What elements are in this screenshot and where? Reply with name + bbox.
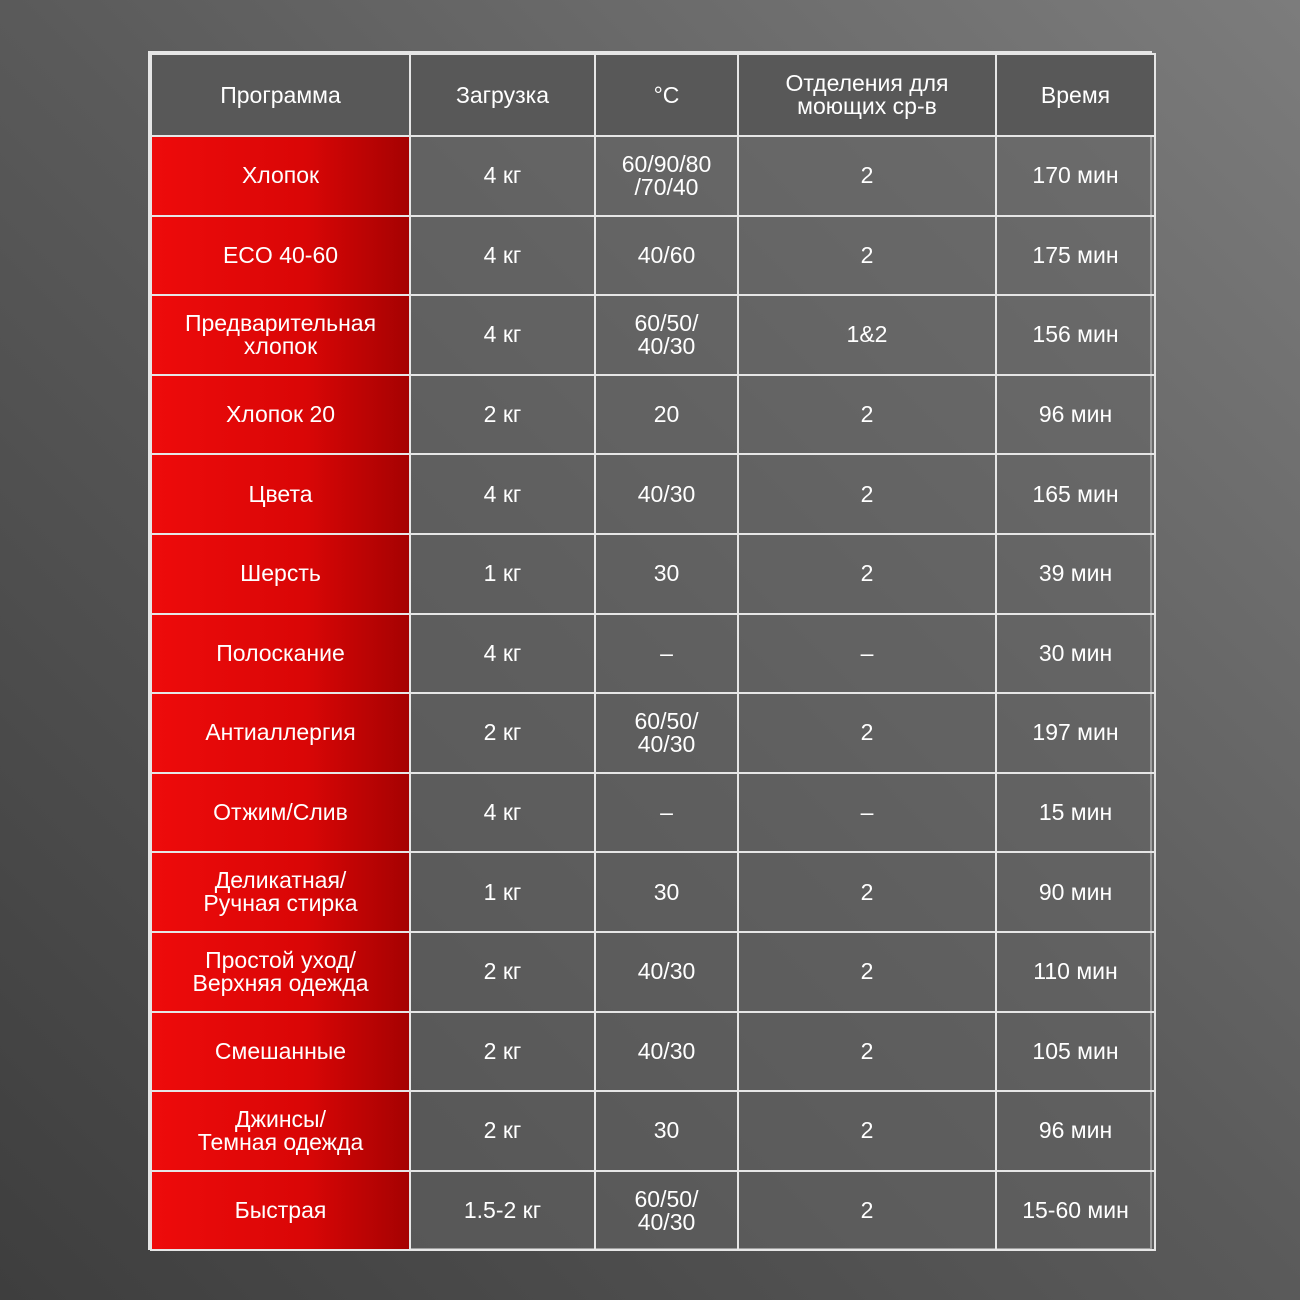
duration-cell: 15-60 мин [996,1171,1155,1251]
detergent-compartments-cell: 2 [738,693,996,773]
temperature-cell: 60/50/ 40/30 [595,693,738,773]
header-temperature: °C [595,54,738,136]
detergent-compartments-cell: 2 [738,1012,996,1092]
detergent-compartments-cell: – [738,773,996,853]
load-cell: 2 кг [410,693,595,773]
duration-cell: 96 мин [996,1091,1155,1171]
temperature-cell: 20 [595,375,738,455]
temperature-cell: 30 [595,852,738,932]
table-body [151,136,1155,1250]
detergent-compartments-cell: 2 [738,932,996,1012]
duration-cell: 96 мин [996,375,1155,455]
temperature-cell: 40/60 [595,216,738,296]
header-time: Время [996,54,1155,136]
table-row [151,773,1155,853]
temperature-cell: 60/50/ 40/30 [595,1171,738,1251]
temperature-cell: 40/30 [595,454,738,534]
temperature-cell: 30 [595,1091,738,1171]
program-name-cell: Хлопок 20 [151,375,410,455]
duration-cell: 156 мин [996,295,1155,375]
detergent-compartments-cell: 2 [738,1171,996,1251]
temperature-cell: 60/90/80 /70/40 [595,136,738,216]
header-detergent-compartments: Отделения для моющих ср-в [738,54,996,136]
wash-programs-table [150,53,1156,1251]
temperature-cell: 60/50/ 40/30 [595,295,738,375]
detergent-compartments-cell: 1&2 [738,295,996,375]
header-program: Программа [151,54,410,136]
duration-cell: 90 мин [996,852,1155,932]
detergent-compartments-cell: 2 [738,454,996,534]
wash-programs-table-container [148,51,1152,1250]
load-cell: 2 кг [410,932,595,1012]
load-cell: 4 кг [410,454,595,534]
duration-cell: 197 мин [996,693,1155,773]
load-cell: 2 кг [410,375,595,455]
duration-cell: 165 мин [996,454,1155,534]
detergent-compartments-cell: 2 [738,1091,996,1171]
temperature-cell: 40/30 [595,1012,738,1092]
detergent-compartments-cell: 2 [738,852,996,932]
load-cell: 2 кг [410,1012,595,1092]
table-row [151,1171,1155,1251]
duration-cell: 30 мин [996,614,1155,694]
load-cell: 1 кг [410,852,595,932]
program-name-cell: Шерсть [151,534,410,614]
table-row [151,295,1155,375]
detergent-compartments-cell: – [738,614,996,694]
table-row [151,1091,1155,1171]
load-cell: 4 кг [410,136,595,216]
program-name-cell: Предварительная хлопок [151,295,410,375]
load-cell: 4 кг [410,295,595,375]
table-row [151,614,1155,694]
program-name-cell: ECO 40-60 [151,216,410,296]
table-row [151,1012,1155,1092]
table-row [151,693,1155,773]
table-row [151,136,1155,216]
load-cell: 4 кг [410,216,595,296]
duration-cell: 170 мин [996,136,1155,216]
load-cell: 1 кг [410,534,595,614]
table-header [151,54,1155,136]
program-name-cell: Быстрая [151,1171,410,1251]
load-cell: 4 кг [410,614,595,694]
duration-cell: 39 мин [996,534,1155,614]
table-row [151,375,1155,455]
detergent-compartments-cell: 2 [738,534,996,614]
table-row [151,216,1155,296]
header-load: Загрузка [410,54,595,136]
detergent-compartments-cell: 2 [738,216,996,296]
header-row [151,54,1155,136]
detergent-compartments-cell: 2 [738,375,996,455]
program-name-cell: Смешанные [151,1012,410,1092]
duration-cell: 110 мин [996,932,1155,1012]
program-name-cell: Полоскание [151,614,410,694]
duration-cell: 105 мин [996,1012,1155,1092]
table-row [151,932,1155,1012]
temperature-cell: – [595,773,738,853]
load-cell: 1.5-2 кг [410,1171,595,1251]
duration-cell: 175 мин [996,216,1155,296]
temperature-cell: 40/30 [595,932,738,1012]
program-name-cell: Антиаллергия [151,693,410,773]
program-name-cell: Деликатная/ Ручная стирка [151,852,410,932]
duration-cell: 15 мин [996,773,1155,853]
program-name-cell: Отжим/Слив [151,773,410,853]
load-cell: 4 кг [410,773,595,853]
program-name-cell: Хлопок [151,136,410,216]
temperature-cell: – [595,614,738,694]
program-name-cell: Джинсы/ Темная одежда [151,1091,410,1171]
load-cell: 2 кг [410,1091,595,1171]
table-row [151,852,1155,932]
table-row [151,534,1155,614]
program-name-cell: Цвета [151,454,410,534]
table-row [151,454,1155,534]
program-name-cell: Простой уход/ Верхняя одежда [151,932,410,1012]
detergent-compartments-cell: 2 [738,136,996,216]
temperature-cell: 30 [595,534,738,614]
